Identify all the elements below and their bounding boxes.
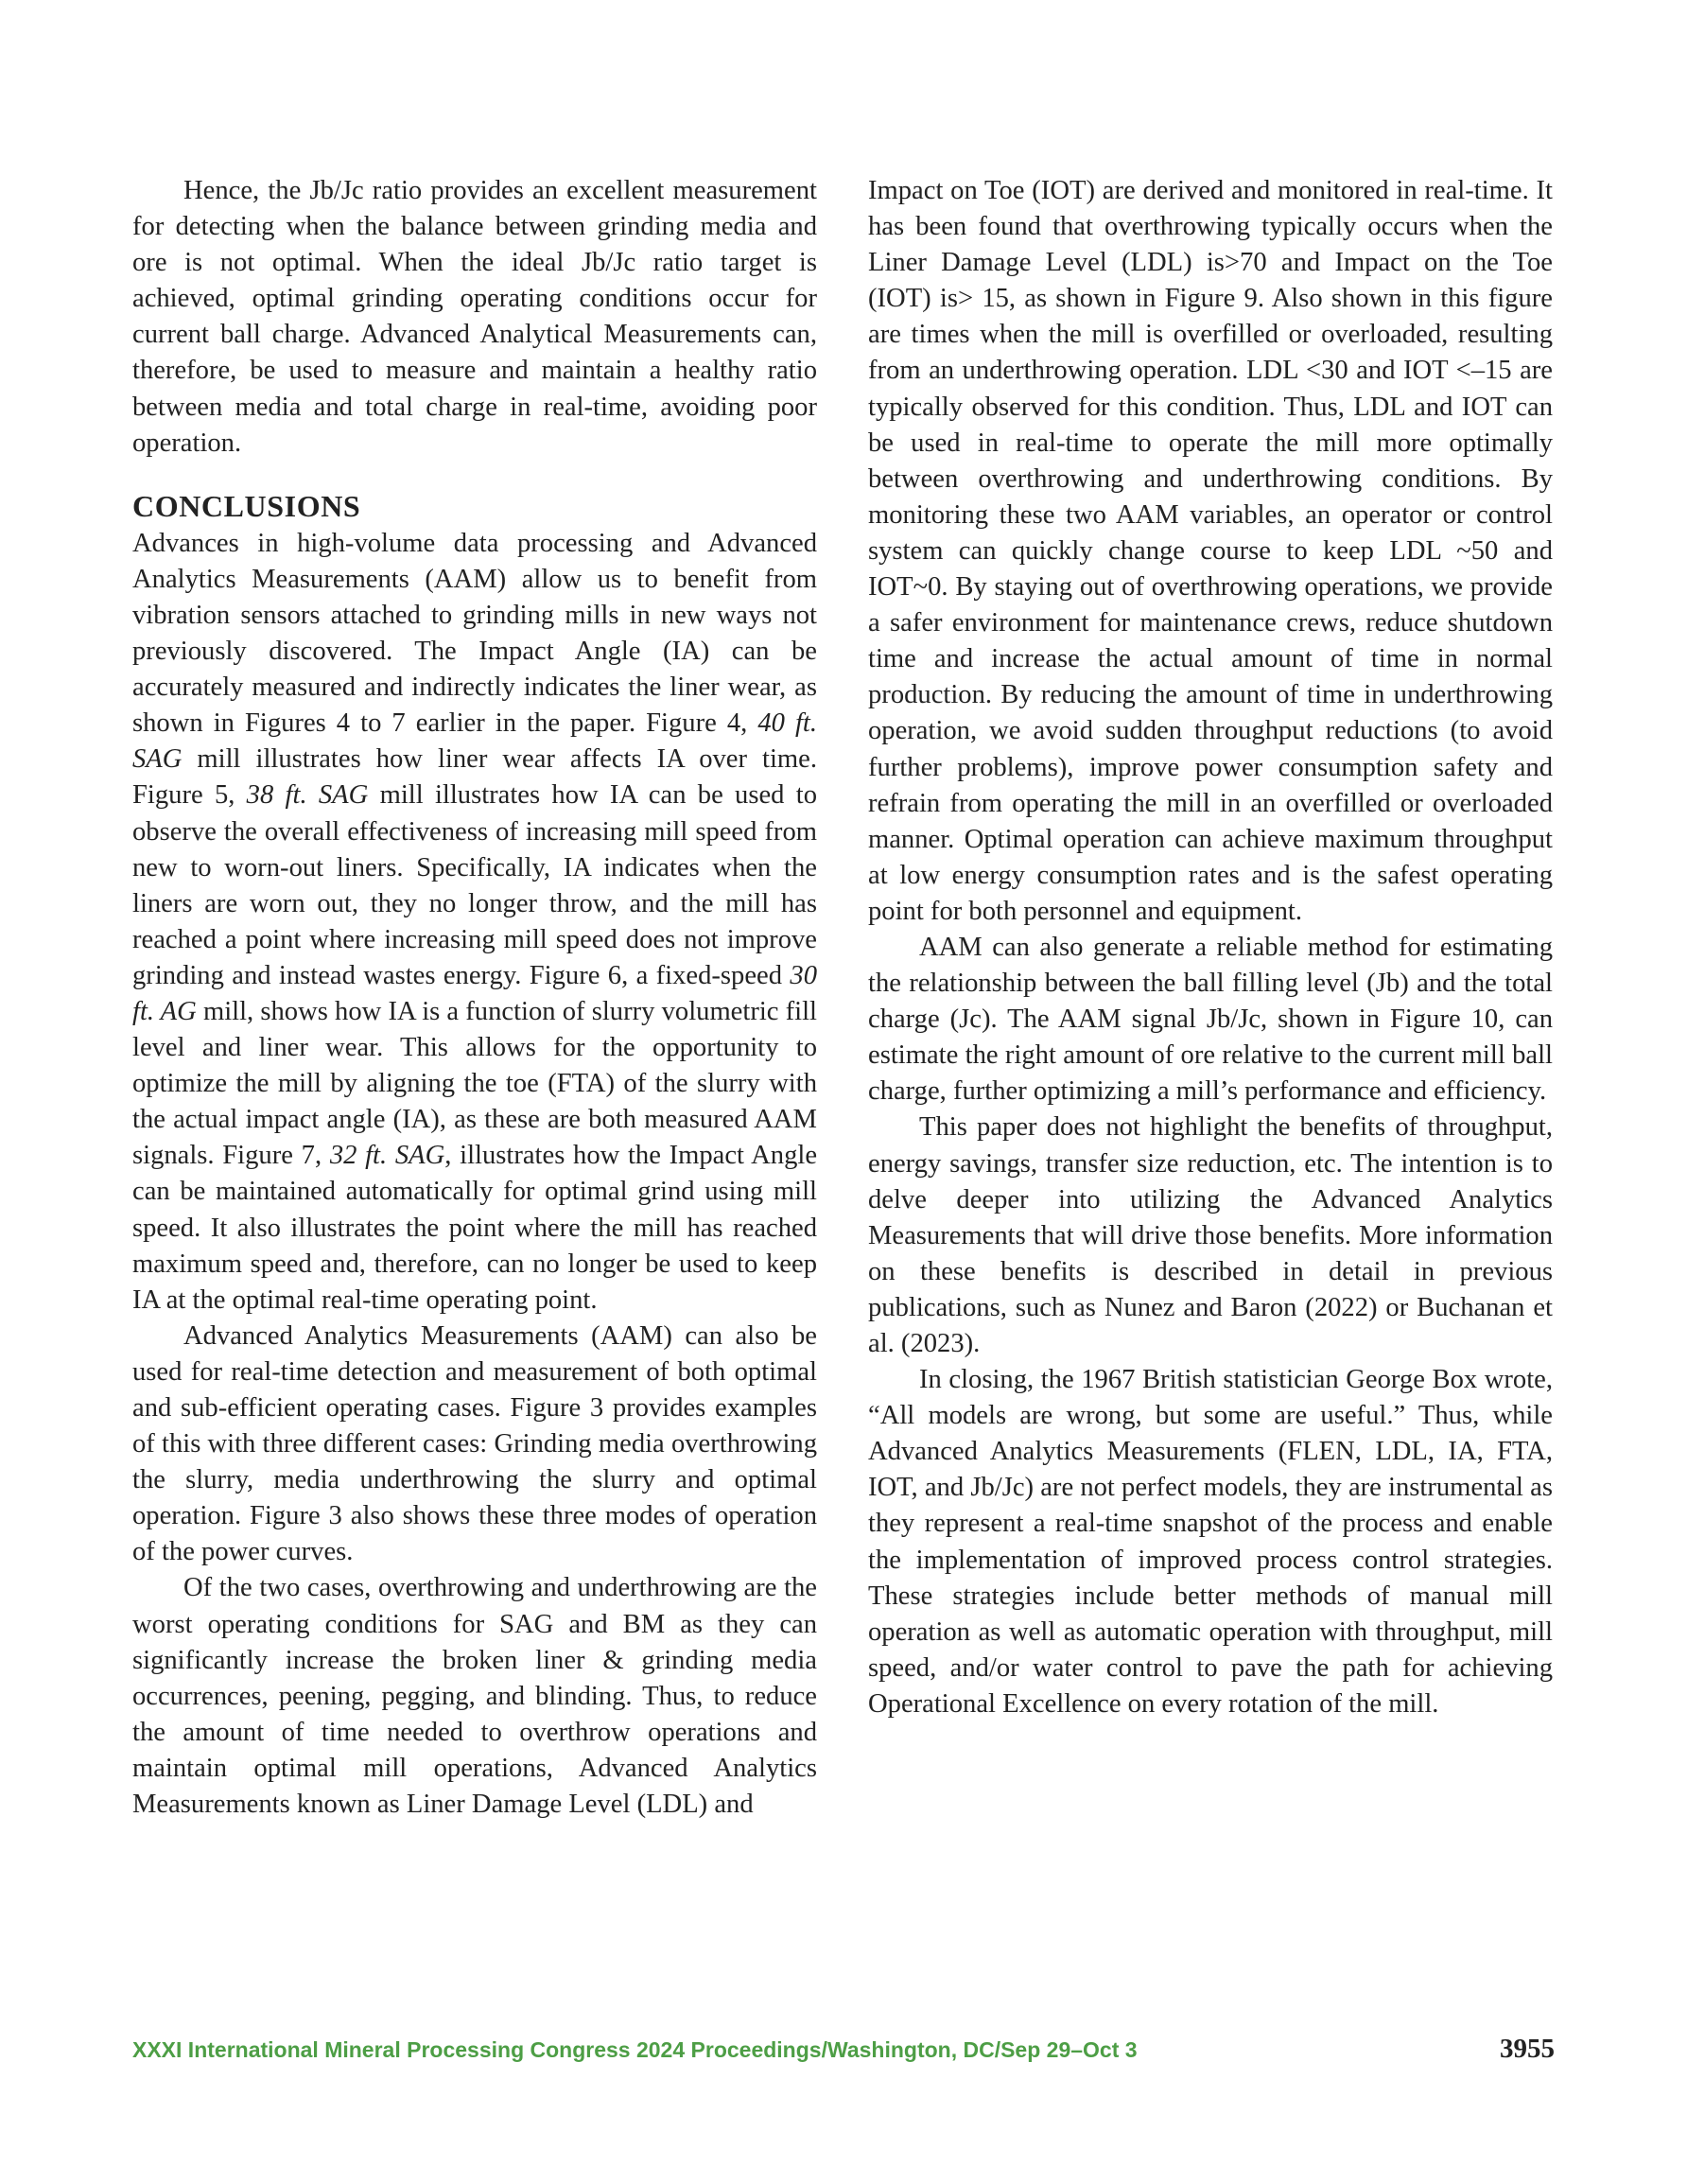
paragraph-benefits: This paper does not highlight the benefits of throughput, energy savings, transfer size reduction, etc. The intention is to delve deeper into utilizing the Advanced Analytics Measurements that will drive those benefits. More information on these benefits is described in detail in previous publications, such as Nunez and Baron (2022) or Buchanan et al. (2023). [868, 1112, 1553, 1358]
text-run: Advances in high-volume data processing and Advanced Analytics Measurements (AAM) allow us to benefit from vibration sensors attached to grinding mills in new ways not previously discovered. The Impact Angle (IA) can be accurately measured and indirectly indicates the liner wear, as shown in Figures 4 to 7 earlier in the paper. Figure 4, [132, 528, 817, 739]
section-heading-conclusions: CONCLUSIONS [132, 488, 361, 523]
text-run: mill illustrates how liner wear affects IA over time. Figure 5, [132, 744, 817, 811]
paragraph-conclusions-aam [132, 526, 817, 1319]
paragraph-jb-jc-estimation: AAM can also generate a reliable method for estimating the relationship between the ball filling level (Jb) and the total charge (Jc). The AAM signal Jb/Jc, shown in Figure 10, can estimate the right amount of ore relative to the current mill ball charge, further optimizing a mill’s performance and efficiency. [868, 932, 1553, 1107]
mill-label-38ft-sag: 38 ft. SAG [246, 780, 369, 811]
footer-venue: XXXI International Mineral Processing Congress 2024 Proceedings/Washington, DC/Sep 29–Oct 3 [132, 2037, 1138, 2062]
mill-label-30ft-ag: 30 ft. AG [132, 960, 817, 1026]
mill-label-40ft-sag: 40 ft. SAG [132, 708, 817, 775]
paragraph-closing: In closing, the 1967 British statistician George Box wrote, “All models are wrong, but some are useful.” Thus, while Advanced Analytics Measurements (FLEN, LDL, IA, FTA, IOT, and Jb/Jc) are not perfect models, they are instrumental as they represent a real-time snapshot of the process and enable the implementation of improved process control strategies. These strategies include better methods of manual mill operation as well as automatic operation with throughput, mill speed, and/or water control to pave the path for achieving Operational Excellence on every rotation of the mill. [868, 1365, 1553, 1719]
mill-label-32ft-sag: 32 ft. SAG [329, 1141, 445, 1171]
right-column [868, 173, 1553, 1722]
text-run: mill, shows how IA is a function of slurry volumetric fill level and liner wear. This allows for the opportunity to optimize the mill by aligning the toe (FTA) of the slurry with the actual impact angle (IA), as these are both measured AAM signals. Figure 7, [132, 996, 817, 1171]
text-run: mill illustrates how IA can be used to observe the overall effectiveness of increasing mill speed from new to worn-out liners. Specifically, IA indicates when the liners are worn out, they no longer throw, and the mill has reached a point where increasing mill speed does not improve grinding and instead wastes energy. Figure 6, a fixed-speed [132, 780, 817, 990]
paragraph-overthrowing-underthrowing: Of the two cases, overthrowing and underthrowing are the worst operating conditions for SAG and BM as they can significantly increase the broken liner & grinding media occurrences, peening, pegging, and blinding. Thus, to reduce the amount of time needed to overthrow operations and maintain optimal mill operations, Advanced Analytics Measurements known as Liner Damage Level (LDL) and [132, 1573, 817, 1820]
paragraph-jbjc-ratio: Hence, the Jb/Jc ratio provides an excellent measurement for detecting when the balance between grinding media and ore is not optimal. When the ideal Jb/Jc ratio target is achieved, optimal grinding operating conditions occur for current ball charge. Advanced Analytical Measurements can, therefore, be used to measure and maintain a healthy ratio between media and total charge in real-time, avoiding poor operation. [132, 176, 817, 458]
left-column [132, 173, 817, 1823]
page-number: 3955 [1500, 2034, 1555, 2064]
paragraph-ldl-iot: Impact on Toe (IOT) are derived and monitored in real-time. It has been found that overthrowing typically occurs when the Liner Damage Level (LDL) is>70 and Impact on the Toe (IOT) is> 15, as shown in Figure 9. Also shown in this figure are times when the mill is overfilled or overloaded, resulting from an underthrowing operation. LDL <30 and IOT <–15 are typically observed for this condition. Thus, LDL and IOT can be used in real-time to operate the mill more optimally between overthrowing and underthrowing conditions. By monitoring these two AAM variables, an operator or control system can quickly change course to keep LDL ~50 and IOT~0. By staying out of overthrowing operations, we provide a safer environment for maintenance crews, reduce shutdown time and increase the actual amount of time in normal production. By reducing the amount of time in underthrowing operation, we avoid sudden throughput reductions (to avoid further problems), improve power consumption safety and refrain from operating the mill in an overfilled or overloaded manner. Optimal operation can achieve maximum throughput at low energy consumption rates and is the safest operating point for both personnel and equipment. [868, 176, 1553, 926]
paragraph-operating-cases: Advanced Analytics Measurements (AAM) can also be used for real-time detection and measurement of both optimal and sub-efficient operating cases. Figure 3 provides examples of this with three different cases: Grinding media overthrowing the slurry, media underthrowing the slurry and optimal operation. Figure 3 also shows these three modes of operation of the power curves. [132, 1320, 817, 1567]
text-run: , illustrates how the Impact Angle can be maintained automatically for optimal grind using mill speed. It also illustrates the point where the mill has reached maximum speed and, therefore, can no longer be used to keep IA at the optimal real-time operating point. [132, 1141, 818, 1315]
